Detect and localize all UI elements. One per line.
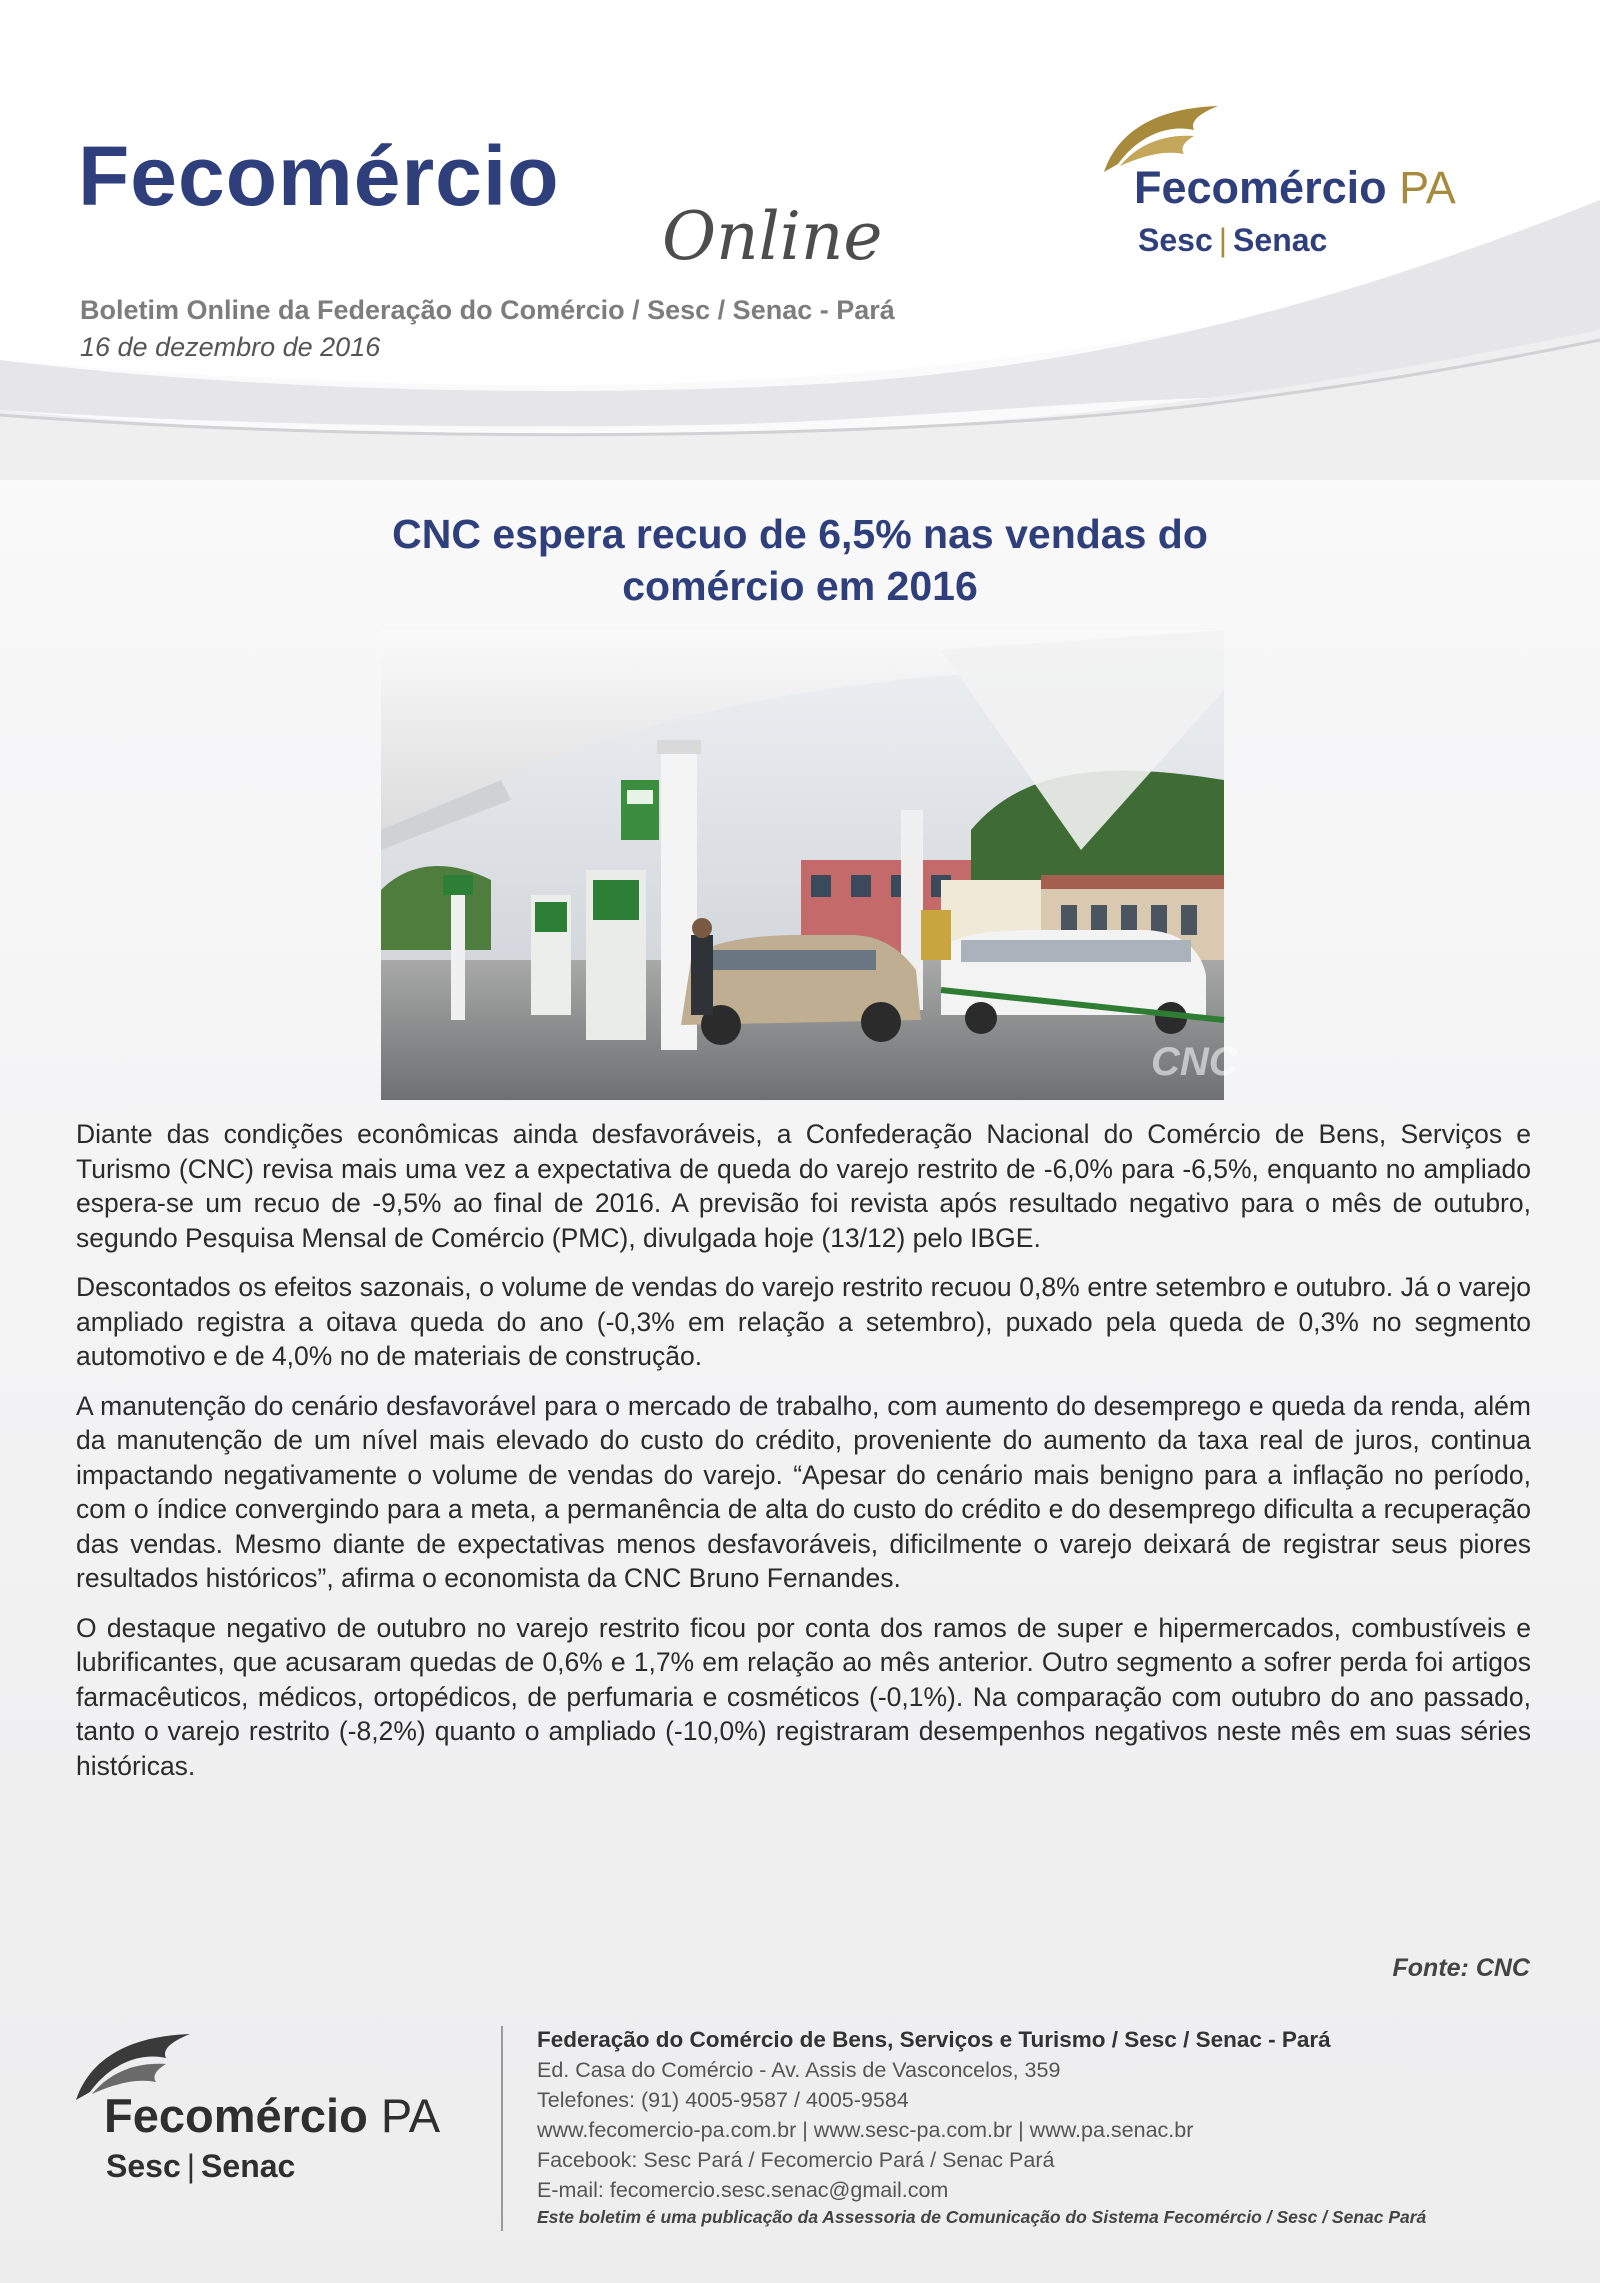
logo-name: [1134, 162, 1456, 214]
article-paragraph: Diante das condições econômicas ainda desfavoráveis, a Confederação Nacional do Comércio de Bens, Serviços e Turismo (CNC) revisa mais uma vez a expectativa de queda do varejo restrito de -6,0% para -6,5%, enquanto no ampliado espera-se um recuo de -9,5% ao final de 2016. A previsão foi revista após resultado negativo para o mês de outubro, segundo Pesquisa Mensal de Comércio (PMC), divulgada hoje (13/12) pelo IBGE.: [76, 1119, 1531, 1253]
brand-title: Fecomércio: [78, 129, 560, 223]
footer-logo-senac: Senac: [201, 2148, 296, 2184]
article-headline: [280, 508, 1320, 612]
logo-senac: Senac: [1233, 222, 1328, 258]
footer-logo-separator: |: [186, 2148, 196, 2184]
gas-station-illustration: [381, 630, 1238, 1100]
footer-logo-subtitle: [106, 2148, 295, 2185]
headline-line-1: CNC espera recuo de 6,5% nas vendas do: [392, 511, 1208, 557]
logo-sesc: Sesc: [1138, 222, 1213, 258]
footer-facebook: Facebook: Sesc Pará / Fecomercio Pará / Senac Pará: [537, 2148, 1055, 2172]
footer-organization: Federação do Comércio de Bens, Serviços e Turismo / Sesc / Senac - Pará: [537, 2027, 1331, 2052]
headline-line-2: comércio em 2016: [622, 563, 978, 609]
footer-email[interactable]: E-mail: fecomercio.sesc.senac@gmail.com: [537, 2178, 949, 2202]
fecomercio-logo-header: [1098, 100, 1528, 270]
article-paragraph: O destaque negativo de outubro no varejo restrito ficou por conta dos ramos de super e hipermercados, combustíveis e lubrificantes, que acusaram quedas de 0,6% e 1,7% em relação ao mês anterior. Outro segmento a sofrer perda foi artigos farmacêuticos, médicos, ortopédicos, de perfumaria e cosméticos (-0,1%). Na comparação com outubro do ano passado, tanto o varejo restrito (-8,2%) quanto o ampliado (-10,0%) registraram desempenhos negativos neste mês em suas séries históricas.: [76, 1612, 1531, 1781]
logo-separator: |: [1218, 222, 1228, 258]
logo-name-suffix: PA: [1399, 162, 1456, 213]
brand-online-suffix: Online: [662, 198, 883, 275]
footer-logo-sesc: Sesc: [106, 2148, 181, 2184]
footer-publication-note: Este boletim é uma publicação da Assessoria de Comunicação do Sistema Fecomércio / Sesc / Senac Pará: [537, 2207, 1427, 2227]
article-paragraph: Descontados os efeitos sazonais, o volume de vendas do varejo restrito recuou 0,8% entre setembro e outubro. Já o varejo ampliado registra a oitava queda do ano (-0,3% em relação a setembro), puxado pela queda de 0,3% no segmento automotivo e de 4,0% no de materiais de construção.: [76, 1272, 1531, 1371]
fecomercio-logo-footer: [68, 2028, 488, 2208]
article-source: Fonte: CNC: [1392, 1954, 1530, 1982]
logo-subtitle: [1138, 222, 1327, 259]
article-body: [76, 1117, 1531, 1798]
footer-websites[interactable]: www.fecomercio-pa.com.br | www.sesc-pa.com.br | www.pa.senac.br: [537, 2118, 1194, 2142]
footer-phones: Telefones: (91) 4005-9587 / 4005-9584: [537, 2088, 909, 2112]
photo-watermark: CNC: [1151, 1040, 1238, 1084]
bulletin-date: 16 de dezembro de 2016: [80, 332, 381, 362]
footer-contact-info: [537, 2025, 1537, 2229]
article-photo: [381, 630, 1238, 1100]
footer-divider: [501, 2026, 503, 2231]
logo-name-text: Fecomércio: [1134, 162, 1387, 213]
article-paragraph: A manutenção do cenário desfavorável para o mercado de trabalho, com aumento do desemprego e queda da renda, além da manutenção de um nível mais elevado do custo do crédito, proveniente do aumento da taxa real de juros, continua impactando negativamente o volume de vendas do varejo. “Apesar do cenário mais benigno para a inflação no período, com o índice convergindo para a meta, a permanência de alta do custo do crédito e do desemprego dificulta a recuperação das vendas. Mesmo diante de expectativas menos desfavoráveis, dificilmente o varejo deixará de registrar seus piores resultados históricos”, afirma o economista da CNC Bruno Fernandes.: [76, 1390, 1531, 1593]
bulletin-subtitle: Boletim Online da Federação do Comércio / Sesc / Senac - Pará: [80, 295, 895, 325]
footer-address: Ed. Casa do Comércio - Av. Assis de Vasconcelos, 359: [537, 2058, 1061, 2082]
footer-logo-name-suffix: PA: [380, 2089, 441, 2142]
footer-logo-name-text: Fecomércio: [104, 2089, 368, 2142]
footer-logo-name: [104, 2088, 440, 2143]
